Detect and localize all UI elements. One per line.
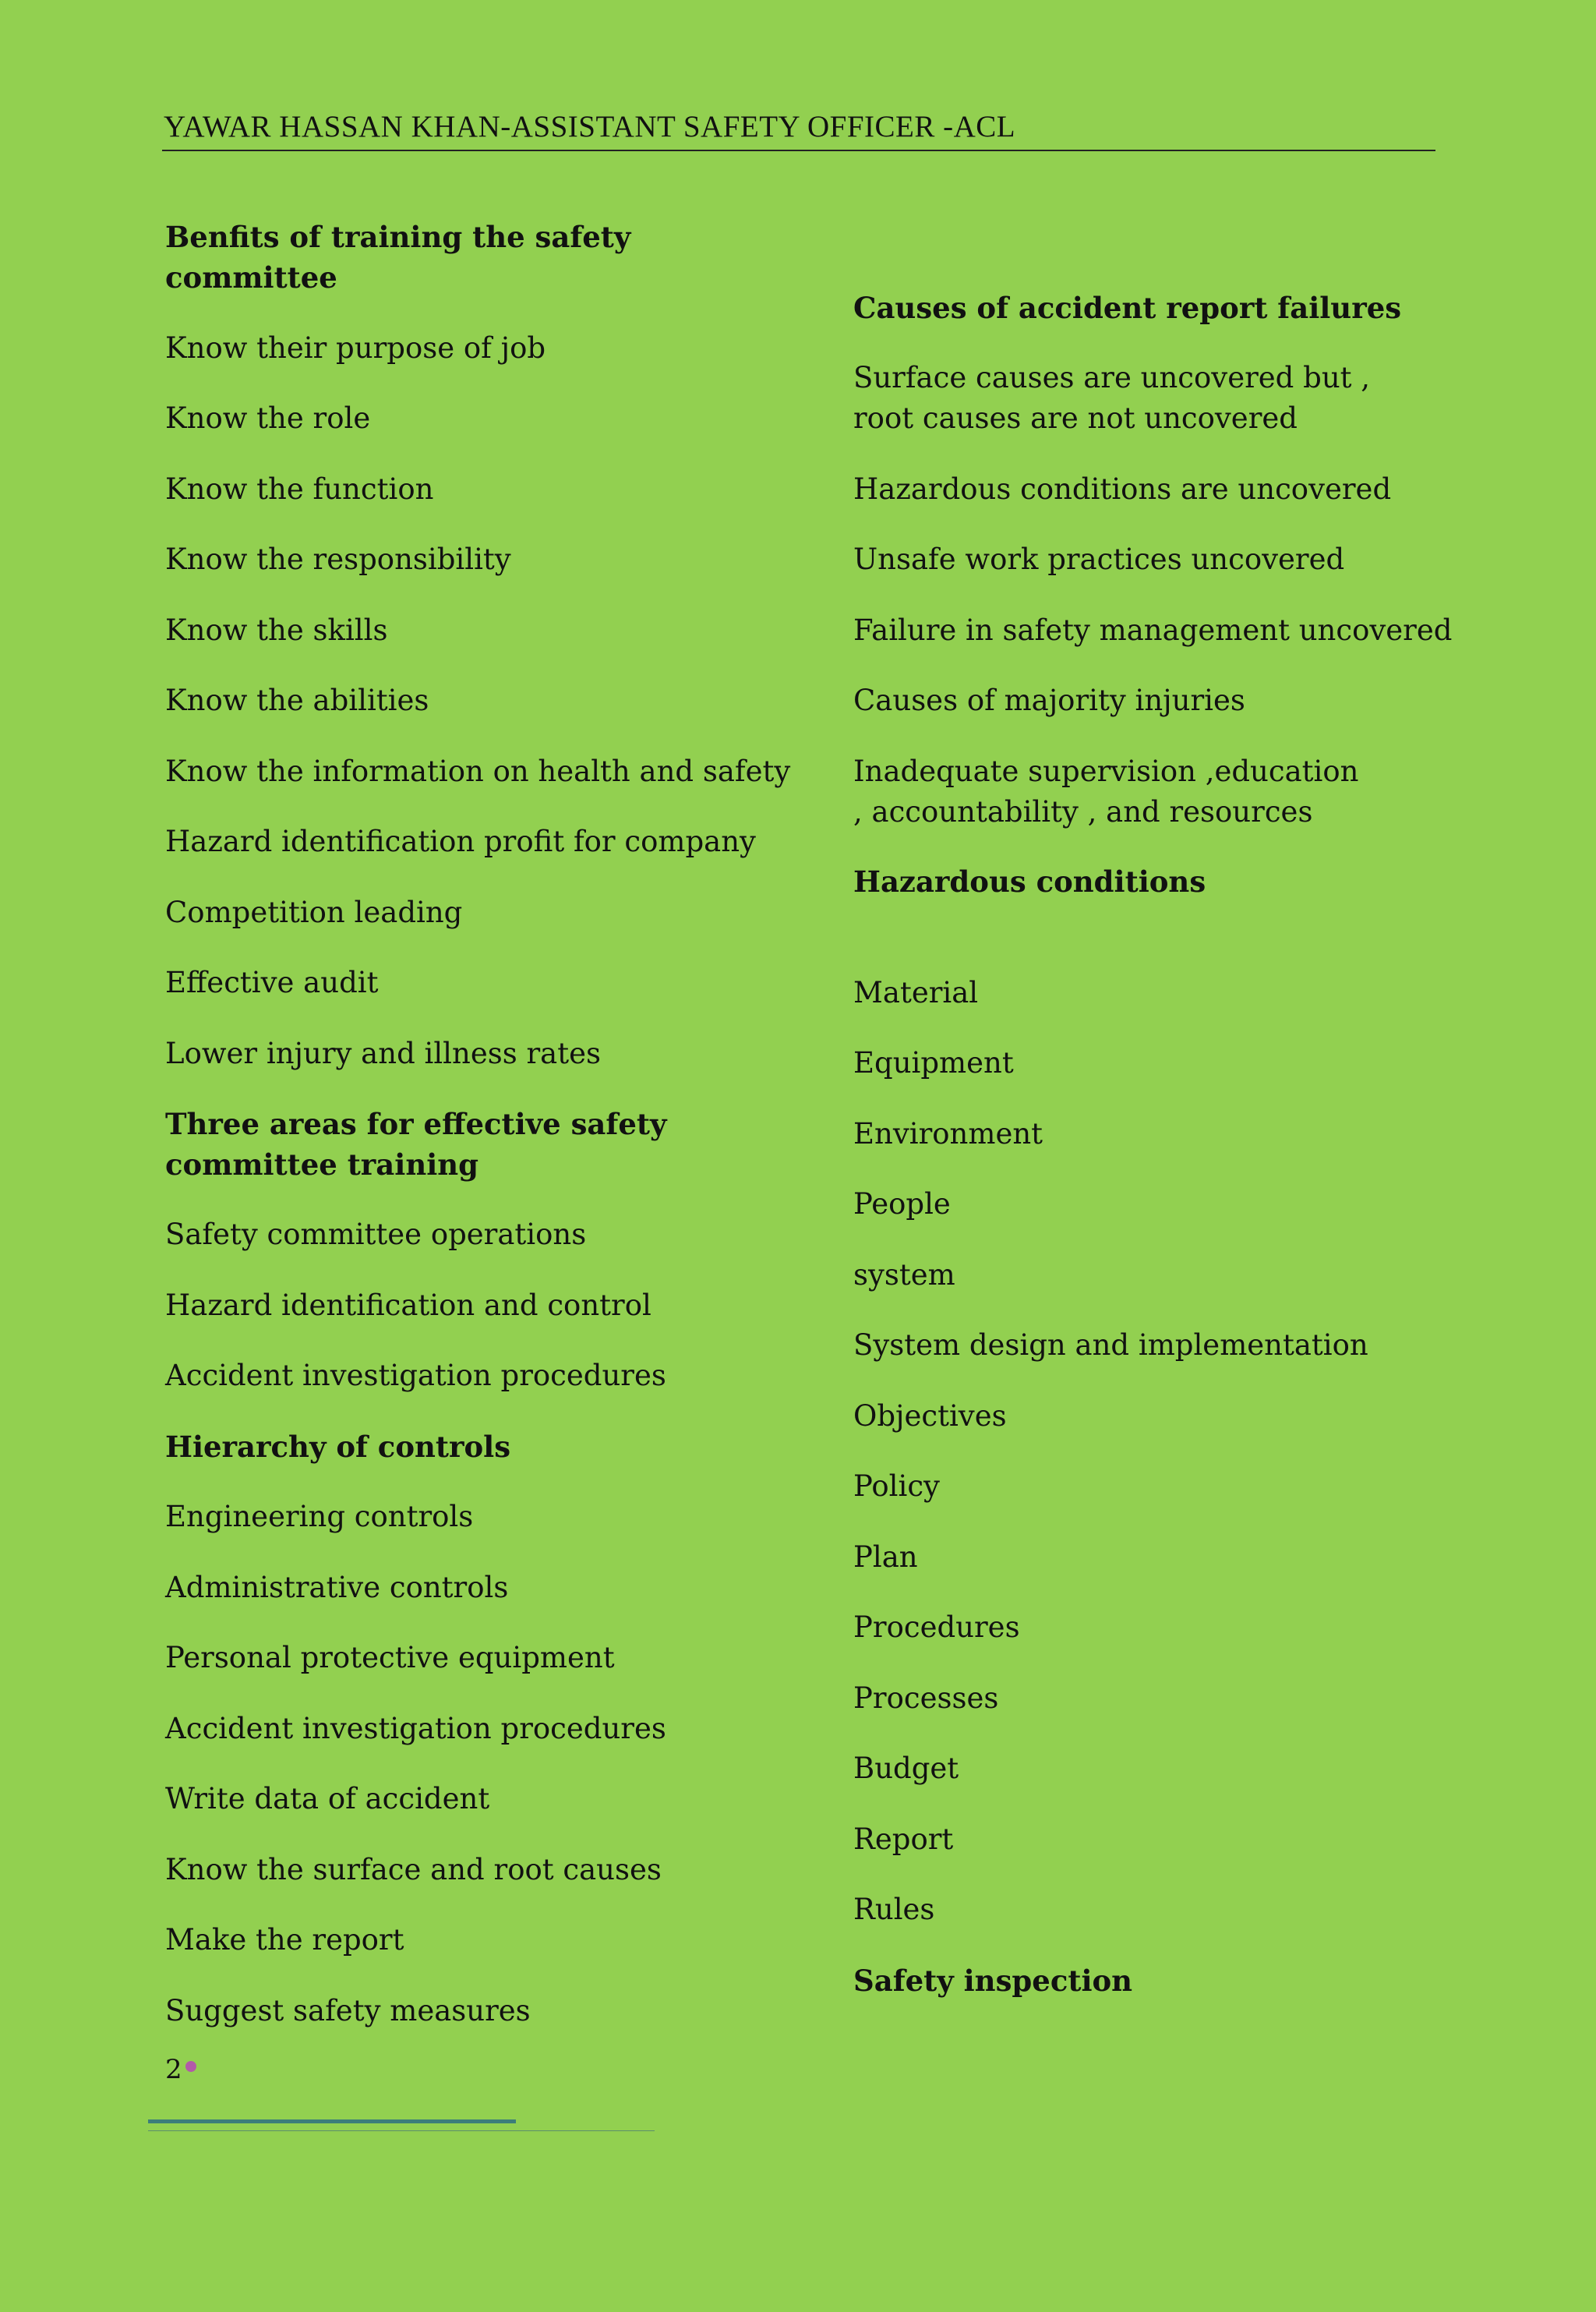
list-item: System design and implementation: [853, 1328, 1368, 1362]
footer-rule-thin: [148, 2130, 655, 2131]
page-number: 2: [165, 2054, 182, 2085]
list-item: Know the responsibility: [165, 543, 511, 576]
heading-benefits-training: Benfits of training the safety committee: [165, 220, 631, 295]
list-item: Know the function: [165, 472, 434, 506]
list-item: Budget: [853, 1752, 959, 1785]
list-item: Know the role: [165, 401, 371, 435]
list-item: Accident investigation procedures: [165, 1359, 666, 1392]
footer-rule-thick: [148, 2119, 516, 2123]
list-item: Accident investigation procedures: [165, 1712, 666, 1745]
header-rule: [162, 150, 1435, 151]
list-item: Unsafe work practices uncovered: [853, 543, 1345, 576]
list-item: Processes: [853, 1681, 999, 1715]
list-item: Safety committee operations: [165, 1218, 587, 1251]
list-item: Know their purpose of job: [165, 331, 546, 365]
list-item: Report: [853, 1822, 954, 1856]
list-item: Hazardous conditions are uncovered: [853, 472, 1392, 506]
list-item: Suggest safety measures: [165, 1994, 531, 2027]
heading-safety-inspection: Safety inspection: [853, 1964, 1133, 1998]
list-item: Failure in safety management uncovered: [853, 613, 1453, 647]
list-item: Know the abilities: [165, 684, 429, 717]
list-item: Plan: [853, 1540, 918, 1574]
list-item: Policy: [853, 1469, 940, 1503]
list-item: Equipment: [853, 1046, 1014, 1080]
bullet-dot-icon: [185, 2061, 196, 2072]
list-item: Surface causes are uncovered but , root causes are not uncovered: [853, 361, 1371, 435]
heading-hierarchy-controls: Hierarchy of controls: [165, 1430, 511, 1464]
list-item: Know the skills: [165, 613, 388, 647]
list-item: Competition leading: [165, 896, 463, 929]
list-item: Write data of accident: [165, 1782, 490, 1815]
list-item: Engineering controls: [165, 1500, 474, 1533]
heading-three-areas: Three areas for effective safety committee training: [165, 1107, 667, 1182]
list-item: Personal protective equipment: [165, 1641, 615, 1674]
list-item: Environment: [853, 1117, 1043, 1151]
list-item: Make the report: [165, 1923, 404, 1957]
list-item: Know the surface and root causes: [165, 1853, 662, 1886]
list-item: Inadequate supervision ,education , accountability , and resources: [853, 755, 1359, 829]
list-item: Administrative controls: [165, 1571, 509, 1604]
list-item: People: [853, 1187, 951, 1221]
list-item: Material: [853, 976, 979, 1009]
header-title: YAWAR HASSAN KHAN-ASSISTANT SAFETY OFFICER -ACL: [164, 110, 1016, 143]
list-item: Lower injury and illness rates: [165, 1037, 601, 1070]
list-item: Hazard identification and control: [165, 1289, 651, 1322]
heading-accident-report-failures: Causes of accident report failures: [853, 291, 1402, 325]
list-item: Hazard identification profit for company: [165, 825, 756, 858]
list-item: Rules: [853, 1893, 935, 1926]
list-item: Procedures: [853, 1610, 1020, 1644]
list-item: system: [853, 1258, 955, 1292]
list-item: Objectives: [853, 1399, 1007, 1433]
heading-hazardous-conditions: Hazardous conditions: [853, 864, 1206, 899]
list-item: Effective audit: [165, 966, 379, 999]
list-item: Know the information on health and safety: [165, 755, 791, 788]
list-item: Causes of majority injuries: [853, 684, 1245, 717]
